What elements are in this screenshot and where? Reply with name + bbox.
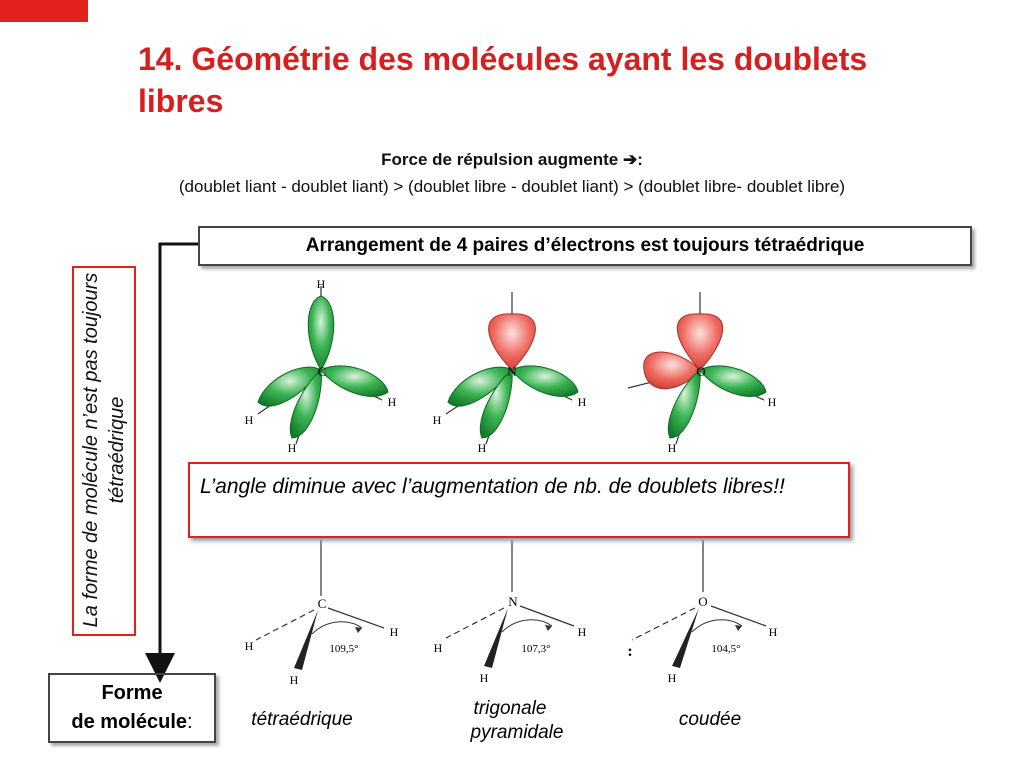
angle-note: [188, 462, 850, 538]
slide-title: 14. Géométrie des molécules ayant les doublets libres: [138, 41, 868, 119]
center-atom-label: N: [508, 594, 518, 609]
hydrogen-label: H: [767, 395, 777, 409]
hydrogen-label: H: [289, 673, 299, 687]
hydrogen-label: H: [479, 671, 489, 685]
hydrogen-label: H: [244, 413, 254, 427]
hydrogen-label: H: [433, 641, 443, 655]
hydrogen-label: H: [244, 639, 254, 653]
connector-arrow: [160, 244, 198, 668]
shape-label-bent: [640, 708, 780, 732]
hydrogen-label: H: [389, 625, 399, 639]
shape-line1: trigonale: [473, 698, 547, 719]
shape-line1: tétraédrique: [251, 709, 353, 730]
structure-c: [245, 540, 399, 687]
angle-note-text: L’angle diminue avec l’augmentation de nb. de doublets libres!!: [200, 475, 785, 498]
form-label-line1: Forme: [101, 682, 163, 704]
hydrogen-label: H: [667, 671, 677, 685]
vertical-note: La forme de molécule n’est pas toujours tétraédrique: [80, 272, 128, 628]
hydrogen-label: H: [477, 441, 487, 455]
shape-line1: coudée: [678, 709, 742, 730]
hydrogen-label: H: [768, 625, 778, 639]
shape-line2: pyramidale: [470, 722, 564, 743]
hydrogen-label: H: [577, 395, 587, 409]
center-atom-label: O: [698, 594, 708, 609]
center-atom-label: C: [317, 364, 327, 379]
structure-o: [627, 540, 777, 685]
shape-label-tetrahedral: [232, 708, 372, 732]
form-label-box: [48, 673, 216, 743]
lone-pair-dots: :: [627, 643, 633, 660]
hydrogen-label: H: [432, 413, 442, 427]
form-label-line2: [50, 708, 214, 737]
arrangement-note-text: Arrangement de 4 paires d’électrons est toujours tétraédrique: [305, 235, 865, 256]
hydrogen-label: H: [577, 625, 587, 639]
hydrogen-label: H: [667, 441, 677, 455]
force-order: (doublet liant - doublet liant) > (doublet libre - doublet liant) > (doublet libre- doublet libre): [178, 177, 846, 196]
center-atom-label: O: [696, 364, 706, 379]
orbital-n: [433, 292, 587, 455]
bond-angle-label: 104,5°: [711, 643, 741, 655]
hydrogen-label: H: [387, 395, 397, 409]
orbital-o: [628, 292, 777, 455]
structure-n: [434, 540, 587, 685]
force-heading-text: Force de répulsion augmente: [381, 150, 619, 169]
form-label-colon: :: [187, 711, 193, 733]
center-atom-label: N: [507, 364, 517, 379]
hydrogen-label: H: [287, 441, 297, 455]
hydrogen-label: H: [316, 277, 326, 291]
shape-label-trigonal-pyramidal: [440, 697, 580, 745]
arrow-icon: ➔:: [622, 150, 643, 169]
center-atom-label: C: [317, 596, 327, 611]
bond-angle-label: 107,3°: [521, 643, 551, 655]
bond-angle-label: 109,5°: [329, 643, 359, 655]
orbital-c: [245, 277, 397, 455]
form-label-text: de molécule: [71, 711, 188, 733]
